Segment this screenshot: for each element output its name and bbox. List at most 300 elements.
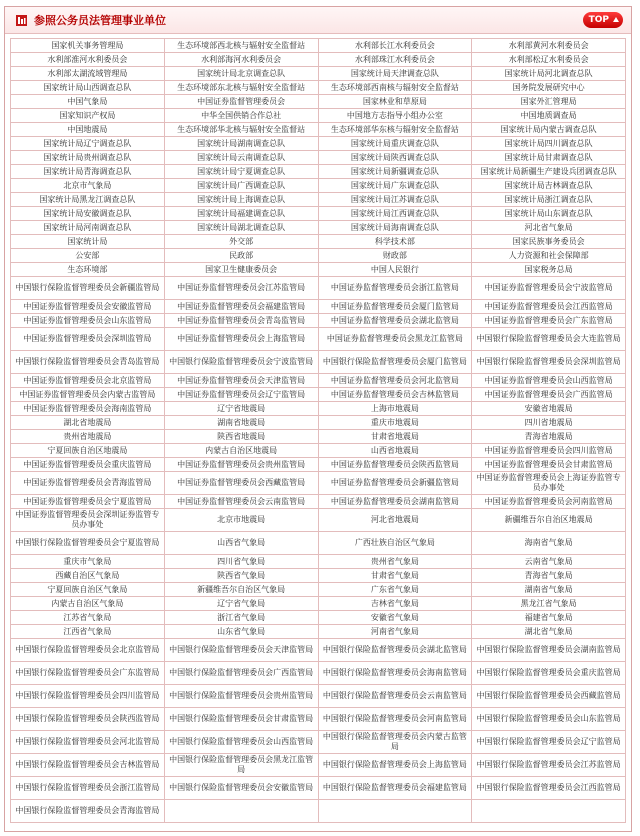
unit-cell xyxy=(318,569,472,583)
unit-link[interactable]: 辽宁省地震局 xyxy=(217,403,266,413)
unit-link[interactable]: 中国证券监督管理委员会云南监管局 xyxy=(177,496,306,506)
unit-cell xyxy=(318,532,472,555)
unit-cell xyxy=(11,597,165,611)
unit-link[interactable]: 河南省气象局 xyxy=(370,626,419,636)
unit-link[interactable]: 国家统计局宁夏调查总队 xyxy=(197,166,286,176)
unit-link[interactable]: 内蒙古自治区气象局 xyxy=(51,598,124,608)
unit-cell xyxy=(164,151,318,165)
unit-cell xyxy=(11,179,165,193)
unit-link[interactable]: 财政部 xyxy=(382,250,407,260)
unit-cell xyxy=(164,625,318,639)
unit-link[interactable]: 福建省气象局 xyxy=(524,612,573,622)
unit-cell xyxy=(164,207,318,221)
unit-cell xyxy=(472,39,626,53)
unit-link[interactable]: 国家统计局新疆生产建设兵团调查总队 xyxy=(480,166,617,176)
unit-link[interactable]: 中国银行保险监督管理委员会黑龙江监管局 xyxy=(169,755,314,774)
unit-cell xyxy=(164,430,318,444)
table-row xyxy=(11,597,626,611)
unit-cell xyxy=(318,416,472,430)
unit-cell xyxy=(318,509,472,532)
unit-link[interactable]: 国家统计局天津调查总队 xyxy=(350,68,439,78)
unit-cell xyxy=(164,300,318,314)
unit-link[interactable]: 国家机关事务管理局 xyxy=(51,40,124,50)
unit-link[interactable]: 中国证券监督管理委员会深圳监管局 xyxy=(23,334,152,343)
unit-link[interactable]: 中国证券监督管理委员会河北监管局 xyxy=(330,375,459,385)
unit-link[interactable]: 甘肃省气象局 xyxy=(370,570,419,580)
unit-link[interactable]: 国家统计局北京调查总队 xyxy=(197,68,286,78)
unit-link[interactable]: 湖北省气象局 xyxy=(524,626,573,636)
unit-link[interactable]: 新疆维吾尔自治区地震局 xyxy=(504,515,593,524)
unit-link[interactable]: 广东省气象局 xyxy=(370,584,419,594)
unit-cell xyxy=(11,277,165,300)
unit-link[interactable]: 中国银行保险监督管理委员会广东监管局 xyxy=(15,668,160,677)
unit-cell xyxy=(472,532,626,555)
unit-cell xyxy=(11,151,165,165)
unit-link[interactable]: 甘肃省地震局 xyxy=(370,431,419,441)
unit-cell xyxy=(472,625,626,639)
unit-cell xyxy=(164,611,318,625)
unit-link[interactable]: 中国银行保险监督管理委员会江苏监管局 xyxy=(476,760,621,769)
table-row xyxy=(11,754,626,777)
unit-link[interactable]: 生态环境部华东核与辐射安全监督站 xyxy=(330,124,459,134)
unit-link[interactable]: 国家统计局云南调查总队 xyxy=(197,152,286,162)
unit-link[interactable]: 国家统计局江西调查总队 xyxy=(350,208,439,218)
unit-link[interactable]: 中国银行保险监督管理委员会福建监管局 xyxy=(322,783,467,792)
unit-link[interactable]: 中国银行保险监督管理委员会江西监管局 xyxy=(476,783,621,792)
unit-link[interactable]: 重庆市地震局 xyxy=(370,417,419,427)
table-row xyxy=(11,731,626,754)
unit-link[interactable]: 中国银行保险监督管理委员会甘肃监管局 xyxy=(169,714,314,723)
unit-link[interactable]: 中国证券监督管理委员会湖北监管局 xyxy=(330,315,459,325)
unit-link[interactable]: 黑龙江省气象局 xyxy=(520,598,577,608)
unit-link[interactable]: 河北省气象局 xyxy=(524,222,573,232)
unit-link[interactable]: 中国银行保险监督管理委员会上海监管局 xyxy=(322,760,467,769)
unit-link[interactable]: 中国证券监督管理委员会江苏监管局 xyxy=(177,283,306,292)
unit-link[interactable]: 陕西省气象局 xyxy=(217,570,266,580)
unit-link[interactable]: 北京市地震局 xyxy=(217,515,266,524)
unit-link[interactable]: 中国证券监督管理委员会青海监管局 xyxy=(23,478,152,487)
units-panel xyxy=(4,6,632,832)
unit-cell xyxy=(164,328,318,351)
unit-link[interactable]: 吉林省气象局 xyxy=(370,598,419,608)
unit-link[interactable]: 中国证券监督管理委员会上海监管局 xyxy=(177,334,306,343)
unit-cell xyxy=(11,583,165,597)
unit-link[interactable]: 北京市气象局 xyxy=(63,180,112,190)
unit-link[interactable]: 国家统计局浙江调查总队 xyxy=(504,194,593,204)
table-row xyxy=(11,472,626,495)
unit-link[interactable]: 中国证券监督管理委员会黑龙江监管局 xyxy=(326,334,463,343)
unit-link[interactable]: 中国银行保险监督管理委员会云南监管局 xyxy=(322,691,467,700)
unit-cell xyxy=(472,555,626,569)
unit-cell xyxy=(472,444,626,458)
unit-cell xyxy=(11,328,165,351)
unit-link[interactable]: 中国证券监督管理委员会上海证券监管专员办事处 xyxy=(476,473,621,492)
unit-cell xyxy=(472,249,626,263)
back-to-top-label: TOP xyxy=(588,15,609,25)
unit-link[interactable]: 民政部 xyxy=(229,250,254,260)
table-row xyxy=(11,314,626,328)
unit-link[interactable]: 宁夏回族自治区气象局 xyxy=(47,584,128,594)
unit-cell xyxy=(11,300,165,314)
unit-cell xyxy=(318,800,472,823)
unit-link[interactable]: 国家卫生健康委员会 xyxy=(205,264,278,274)
unit-cell xyxy=(11,569,165,583)
unit-link[interactable]: 中国银行保险监督管理委员会大连监管局 xyxy=(476,334,621,343)
unit-cell xyxy=(164,137,318,151)
unit-link[interactable]: 陕西省地震局 xyxy=(217,431,266,441)
unit-link[interactable]: 中国银行保险监督管理委员会天津监管局 xyxy=(169,645,314,654)
unit-link[interactable]: 中国银行保险监督管理委员会安徽监管局 xyxy=(169,783,314,792)
unit-link[interactable]: 国家统计局内蒙古调查总队 xyxy=(500,124,597,134)
unit-link[interactable]: 中国银行保险监督管理委员会辽宁监管局 xyxy=(476,737,621,746)
unit-link[interactable]: 中国银行保险监督管理委员会深圳监管局 xyxy=(476,357,621,366)
unit-link[interactable]: 国家统计局重庆调查总队 xyxy=(350,138,439,148)
unit-link[interactable]: 中国银行保险监督管理委员会浙江监管局 xyxy=(15,783,160,792)
unit-link[interactable]: 国家林业和草原局 xyxy=(362,96,427,106)
unit-link[interactable]: 中国证券监督管理委员会宁夏监管局 xyxy=(23,496,152,506)
unit-cell xyxy=(472,207,626,221)
unit-link[interactable]: 国家统计局山东调查总队 xyxy=(504,208,593,218)
unit-link[interactable]: 贵州省地震局 xyxy=(63,431,112,441)
unit-cell xyxy=(164,165,318,179)
back-to-top-button[interactable] xyxy=(583,12,623,28)
unit-link[interactable]: 中国证券监督管理委员会甘肃监管局 xyxy=(484,459,613,469)
unit-cell xyxy=(318,597,472,611)
unit-cell xyxy=(472,708,626,731)
unit-link[interactable]: 国家统计局新疆调查总队 xyxy=(350,166,439,176)
unit-cell xyxy=(11,472,165,495)
unit-link[interactable]: 国家统计局湖南调查总队 xyxy=(197,138,286,148)
table-row xyxy=(11,662,626,685)
unit-link[interactable]: 中国银行保险监督管理委员会北京监管局 xyxy=(15,645,160,654)
unit-link[interactable]: 中国银行保险监督管理委员会广西监管局 xyxy=(169,668,314,677)
unit-link[interactable]: 中国地质调查局 xyxy=(520,110,577,120)
unit-cell xyxy=(164,351,318,374)
unit-link[interactable]: 生态环境部东北核与辐射安全监督站 xyxy=(177,82,306,92)
unit-link[interactable]: 中国证券监督管理委员会海南监管局 xyxy=(23,403,152,413)
unit-link[interactable]: 国务院发展研究中心 xyxy=(512,82,585,92)
unit-link[interactable]: 中国证券监督管理委员会重庆监管局 xyxy=(23,459,152,469)
unit-link[interactable]: 国家统计局广东调查总队 xyxy=(350,180,439,190)
unit-link[interactable]: 中国证券监督管理委员会西藏监管局 xyxy=(177,478,306,487)
unit-link[interactable]: 中国证券监督管理委员会四川监管局 xyxy=(484,445,613,455)
unit-link[interactable]: 国家外汇管理局 xyxy=(520,96,577,106)
unit-cell xyxy=(472,351,626,374)
unit-cell xyxy=(164,662,318,685)
unit-link[interactable]: 生态环境部西南核与辐射安全监督站 xyxy=(330,82,459,92)
unit-link[interactable]: 中国人民银行 xyxy=(370,264,419,274)
unit-link[interactable]: 中国银行保险监督管理委员会海南监管局 xyxy=(322,668,467,677)
unit-cell xyxy=(472,402,626,416)
unit-link[interactable]: 外交部 xyxy=(229,236,254,246)
unit-link[interactable]: 云南省气象局 xyxy=(524,556,573,566)
table-row xyxy=(11,458,626,472)
unit-link[interactable]: 中国证券监督管理委员会浙江监管局 xyxy=(330,283,459,292)
unit-link[interactable]: 人力资源和社会保障部 xyxy=(508,250,589,260)
unit-link[interactable]: 国家统计局河南调查总队 xyxy=(43,222,132,232)
unit-link[interactable]: 中国证券监督管理委员会宁波监管局 xyxy=(484,283,613,292)
unit-link[interactable]: 西藏自治区气象局 xyxy=(55,570,120,580)
unit-cell xyxy=(164,39,318,53)
unit-link[interactable]: 国家统计局安徽调查总队 xyxy=(43,208,132,218)
unit-link[interactable]: 国家统计局福建调查总队 xyxy=(197,208,286,218)
unit-cell xyxy=(11,708,165,731)
unit-cell xyxy=(318,328,472,351)
unit-link[interactable]: 中国证券监督管理委员会厦门监管局 xyxy=(330,301,459,311)
unit-link[interactable]: 生态环境部华北核与辐射安全监督站 xyxy=(177,124,306,134)
unit-cell xyxy=(164,639,318,662)
unit-cell xyxy=(164,708,318,731)
unit-cell xyxy=(164,388,318,402)
unit-link[interactable]: 国家统计局贵州调查总队 xyxy=(43,152,132,162)
unit-cell xyxy=(11,495,165,509)
unit-link[interactable]: 上海市地震局 xyxy=(370,403,419,413)
unit-cell xyxy=(164,193,318,207)
unit-cell xyxy=(11,416,165,430)
unit-cell xyxy=(318,277,472,300)
unit-link[interactable]: 中国证券监督管理委员会贵州监管局 xyxy=(177,459,306,469)
unit-link[interactable]: 中国银行保险监督管理委员会青岛监管局 xyxy=(15,357,160,366)
table-row xyxy=(11,249,626,263)
unit-cell xyxy=(11,800,165,823)
unit-link[interactable]: 国家统计局山西调查总队 xyxy=(43,82,132,92)
units-table xyxy=(10,38,626,823)
unit-link[interactable]: 中国证券监督管理委员会天津监管局 xyxy=(177,375,306,385)
unit-link[interactable]: 山东省气象局 xyxy=(217,626,266,636)
unit-cell xyxy=(164,754,318,777)
unit-cell xyxy=(164,509,318,532)
unit-cell xyxy=(11,611,165,625)
unit-cell xyxy=(472,495,626,509)
unit-cell xyxy=(11,532,165,555)
unit-link[interactable]: 中国银行保险监督管理委员会湖北监管局 xyxy=(322,645,467,654)
unit-link[interactable]: 湖南省气象局 xyxy=(524,584,573,594)
unit-link[interactable]: 中国银行保险监督管理委员会重庆监管局 xyxy=(476,668,621,677)
table-row xyxy=(11,151,626,165)
unit-cell xyxy=(11,509,165,532)
table-row xyxy=(11,165,626,179)
unit-link[interactable]: 中国银行保险监督管理委员会青海监管局 xyxy=(15,806,160,815)
unit-link[interactable]: 中国证券监督管理委员会吉林监管局 xyxy=(330,389,459,399)
unit-link[interactable]: 国家统计局辽宁调查总队 xyxy=(43,138,132,148)
unit-cell xyxy=(318,165,472,179)
unit-link[interactable]: 中国证券监督管理委员会福建监管局 xyxy=(177,301,306,311)
unit-link[interactable]: 中国气象局 xyxy=(67,96,108,106)
unit-cell xyxy=(11,137,165,151)
unit-cell xyxy=(11,625,165,639)
unit-link[interactable]: 中国证券监督管理委员会北京监管局 xyxy=(23,375,152,385)
unit-link[interactable]: 国家统计局江苏调查总队 xyxy=(350,194,439,204)
unit-link[interactable]: 中国证券监督管理委员会河南监管局 xyxy=(484,496,613,506)
unit-link[interactable]: 中国银行保险监督管理委员会西藏监管局 xyxy=(476,691,621,700)
unit-link[interactable]: 中国证券监督管理委员会 xyxy=(197,96,286,106)
unit-link[interactable]: 宁夏回族自治区地震局 xyxy=(47,445,128,455)
unit-link[interactable]: 中国银行保险监督管理委员会山西监管局 xyxy=(169,737,314,746)
unit-link[interactable]: 国家统计局上海调查总队 xyxy=(197,194,286,204)
unit-link[interactable]: 辽宁省气象局 xyxy=(217,598,266,608)
unit-link[interactable]: 国家统计局 xyxy=(67,236,108,246)
unit-link[interactable]: 国家知识产权局 xyxy=(59,110,116,120)
unit-link[interactable]: 安徽省地震局 xyxy=(524,403,573,413)
unit-link[interactable]: 国家税务总局 xyxy=(524,264,573,274)
unit-link[interactable]: 山西省气象局 xyxy=(217,538,266,547)
unit-link[interactable]: 水利部太湖流域管理局 xyxy=(47,68,128,78)
unit-link[interactable]: 中国证券监督管理委员会江西监管局 xyxy=(484,301,613,311)
unit-cell xyxy=(11,39,165,53)
unit-cell xyxy=(318,430,472,444)
unit-link[interactable]: 中国银行保险监督管理委员会湖南监管局 xyxy=(476,645,621,654)
unit-link[interactable]: 四川省地震局 xyxy=(524,417,573,427)
unit-link[interactable]: 中国证券监督管理委员会湖南监管局 xyxy=(330,496,459,506)
unit-link[interactable]: 中国证券监督管理委员会陕西监管局 xyxy=(330,459,459,469)
unit-link[interactable]: 公安部 xyxy=(75,250,100,260)
table-row xyxy=(11,402,626,416)
table-row xyxy=(11,179,626,193)
table-row xyxy=(11,39,626,53)
unit-cell xyxy=(472,388,626,402)
unit-cell xyxy=(164,67,318,81)
unit-link[interactable]: 水利部长江水利委员会 xyxy=(354,40,435,50)
unit-link[interactable]: 国家统计局黑龙江调查总队 xyxy=(39,194,136,204)
unit-cell xyxy=(472,263,626,277)
unit-link[interactable]: 国家统计局青海调查总队 xyxy=(43,166,132,176)
unit-link[interactable]: 中国地方志指导小组办公室 xyxy=(346,110,443,120)
unit-link[interactable]: 青海省地震局 xyxy=(524,431,573,441)
table-row xyxy=(11,67,626,81)
unit-link[interactable]: 中国证券监督管理委员会安徽监管局 xyxy=(23,301,152,311)
unit-cell xyxy=(11,81,165,95)
unit-link[interactable]: 海南省气象局 xyxy=(524,538,573,547)
table-row xyxy=(11,555,626,569)
unit-link[interactable]: 中国证券监督管理委员会山西监管局 xyxy=(484,375,613,385)
unit-link[interactable]: 中国证券监督管理委员会广东监管局 xyxy=(484,315,613,325)
unit-cell xyxy=(11,374,165,388)
unit-link[interactable]: 中国银行保险监督管理委员会宁波监管局 xyxy=(169,357,314,366)
unit-link[interactable]: 江西省气象局 xyxy=(63,626,112,636)
unit-link[interactable]: 中国银行保险监督管理委员会陕西监管局 xyxy=(15,714,160,723)
unit-link[interactable]: 新疆维吾尔自治区气象局 xyxy=(197,584,286,594)
unit-cell xyxy=(472,95,626,109)
table-row xyxy=(11,300,626,314)
unit-cell xyxy=(472,777,626,800)
unit-link[interactable]: 浙江省气象局 xyxy=(217,612,266,622)
unit-cell xyxy=(318,495,472,509)
unit-link[interactable]: 中国银行保险监督管理委员会山东监管局 xyxy=(476,714,621,723)
panel-header xyxy=(5,7,631,34)
unit-cell xyxy=(472,300,626,314)
unit-link[interactable]: 中国银行保险监督管理委员会新疆监管局 xyxy=(15,283,160,292)
unit-link[interactable]: 中国地震局 xyxy=(67,124,108,134)
unit-link[interactable]: 中国证券监督管理委员会青岛监管局 xyxy=(177,315,306,325)
unit-link[interactable]: 国家统计局甘肃调查总队 xyxy=(504,152,593,162)
unit-link[interactable]: 河北省地震局 xyxy=(370,515,419,524)
unit-cell xyxy=(318,777,472,800)
unit-link[interactable]: 生态环境部 xyxy=(67,264,108,274)
unit-link[interactable]: 中国证券监督管理委员会内蒙古监管局 xyxy=(19,389,156,399)
unit-link[interactable]: 中国银行保险监督管理委员会内蒙古监管局 xyxy=(322,732,467,751)
unit-link[interactable]: 水利部海河水利委员会 xyxy=(201,54,282,64)
unit-link[interactable]: 中国证券监督管理委员会新疆监管局 xyxy=(330,478,459,487)
unit-link[interactable]: 国家统计局河北调查总队 xyxy=(504,68,593,78)
unit-cell xyxy=(472,374,626,388)
unit-link[interactable]: 青海省气象局 xyxy=(524,570,573,580)
unit-link[interactable]: 江苏省气象局 xyxy=(63,612,112,622)
unit-link[interactable]: 中国证券监督管理委员会山东监管局 xyxy=(23,315,152,325)
unit-cell xyxy=(11,95,165,109)
unit-cell xyxy=(318,151,472,165)
table-row xyxy=(11,193,626,207)
unit-link[interactable]: 广西壮族自治区气象局 xyxy=(354,538,435,547)
unit-link[interactable]: 水利部黄河水利委员会 xyxy=(508,40,589,50)
unit-cell xyxy=(11,235,165,249)
unit-cell xyxy=(318,53,472,67)
unit-link[interactable]: 国家民族事务委员会 xyxy=(512,236,585,246)
unit-link[interactable]: 中华全国供销合作总社 xyxy=(201,110,282,120)
unit-link[interactable]: 生态环境部西北核与辐射安全监督站 xyxy=(177,40,306,50)
unit-link[interactable]: 国家统计局吉林调查总队 xyxy=(504,180,593,190)
unit-link[interactable]: 重庆市气象局 xyxy=(63,556,112,566)
unit-cell xyxy=(164,416,318,430)
unit-link[interactable]: 中国证券监督管理委员会深圳证券监管专员办事处 xyxy=(15,510,160,529)
unit-cell xyxy=(164,444,318,458)
unit-link[interactable]: 中国银行保险监督管理委员会贵州监管局 xyxy=(169,691,314,700)
unit-link[interactable]: 水利部淮河水利委员会 xyxy=(47,54,128,64)
unit-link[interactable]: 安徽省气象局 xyxy=(370,612,419,622)
table-row xyxy=(11,583,626,597)
unit-link[interactable]: 水利部珠江水利委员会 xyxy=(354,54,435,64)
unit-link[interactable]: 中国银行保险监督管理委员会宁夏监管局 xyxy=(15,538,160,547)
table-row xyxy=(11,444,626,458)
unit-link[interactable]: 国家统计局陕西调查总队 xyxy=(350,152,439,162)
unit-link[interactable]: 水利部松辽水利委员会 xyxy=(508,54,589,64)
unit-link[interactable]: 国家统计局四川调查总队 xyxy=(504,138,593,148)
unit-link[interactable]: 湖南省地震局 xyxy=(217,417,266,427)
unit-link[interactable]: 贵州省气象局 xyxy=(370,556,419,566)
unit-link[interactable]: 科学技术部 xyxy=(374,236,415,246)
unit-link[interactable]: 中国银行保险监督管理委员会河北监管局 xyxy=(15,737,160,746)
unit-cell xyxy=(318,193,472,207)
unit-cell xyxy=(318,374,472,388)
unit-link[interactable]: 中国证券监督管理委员会广西监管局 xyxy=(484,389,613,399)
table-row xyxy=(11,109,626,123)
table-row xyxy=(11,777,626,800)
unit-link[interactable]: 山西省地震局 xyxy=(370,445,419,455)
unit-link[interactable]: 湖北省地震局 xyxy=(63,417,112,427)
unit-link[interactable]: 国家统计局广西调查总队 xyxy=(197,180,286,190)
unit-cell xyxy=(472,472,626,495)
unit-link[interactable]: 中国证券监督管理委员会辽宁监管局 xyxy=(177,389,306,399)
unit-link[interactable]: 中国银行保险监督管理委员会吉林监管局 xyxy=(15,760,160,769)
unit-link[interactable]: 中国银行保险监督管理委员会河南监管局 xyxy=(322,714,467,723)
unit-cell xyxy=(472,583,626,597)
unit-cell xyxy=(472,151,626,165)
unit-link[interactable]: 四川省气象局 xyxy=(217,556,266,566)
unit-cell xyxy=(472,123,626,137)
unit-link[interactable]: 中国银行保险监督管理委员会四川监管局 xyxy=(15,691,160,700)
unit-cell xyxy=(164,249,318,263)
unit-link[interactable]: 国家统计局湖北调查总队 xyxy=(197,222,286,232)
unit-link[interactable]: 中国银行保险监督管理委员会厦门监管局 xyxy=(322,357,467,366)
unit-cell xyxy=(164,109,318,123)
unit-cell xyxy=(318,402,472,416)
unit-link[interactable]: 国家统计局海南调查总队 xyxy=(350,222,439,232)
table-row xyxy=(11,639,626,662)
unit-cell xyxy=(472,53,626,67)
unit-cell xyxy=(318,583,472,597)
unit-cell xyxy=(472,611,626,625)
unit-cell xyxy=(318,754,472,777)
unit-link[interactable]: 内蒙古自治区地震局 xyxy=(205,445,278,455)
